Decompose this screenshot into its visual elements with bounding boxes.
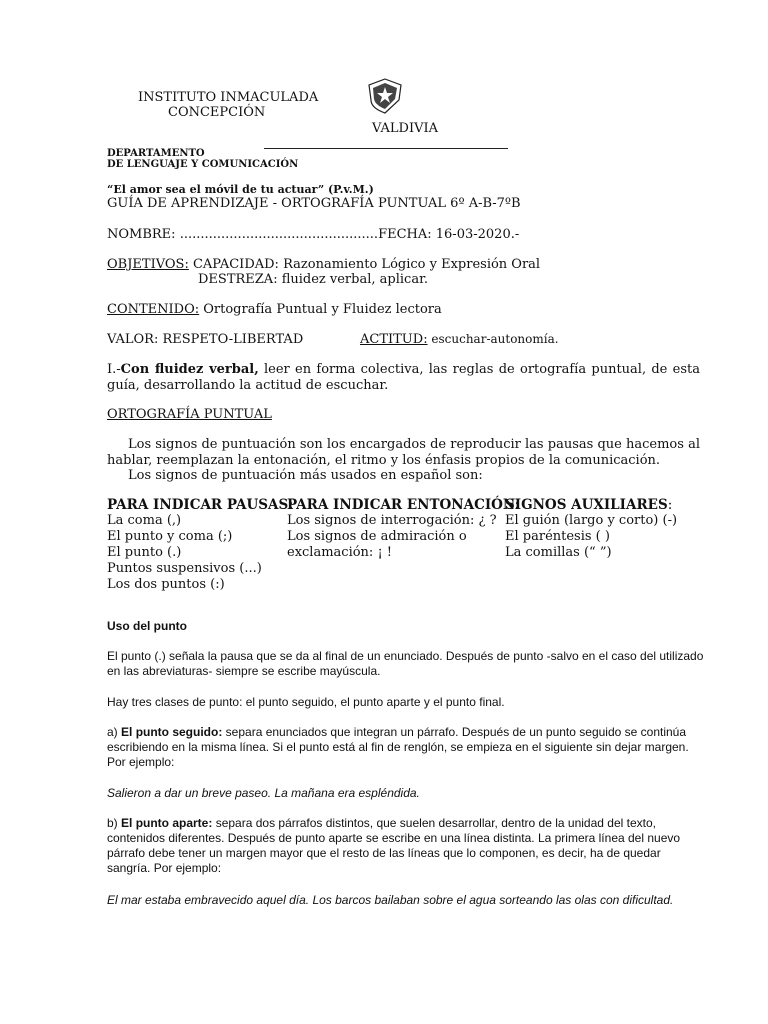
contenido-value: Ortografía Puntual y Fluidez lectora: [199, 302, 442, 317]
punto-aparte-text: separa dos párrafos distintos, que suelen desarrollar, dentro de la unidad del texto, contenidos diferentes. Después de punto aparte se escribe en una línea distinta. La primera línea del nuevo párrafo debe tener un margen mayor que el resto de las líneas que lo componen, es decir, ha de quedar sangría. Por ejemplo:: [107, 816, 681, 875]
department-line2: DE LENGUAJE Y COMUNICACIÓN: [107, 159, 299, 170]
list-item: El punto y coma (;): [107, 529, 233, 544]
list-item: Los signos de interrogación: ¿ ?: [287, 513, 497, 528]
punto-seguido-paragraph: [107, 725, 707, 770]
list-item: Puntos suspensivos (...): [107, 561, 262, 576]
actitud-line: [360, 332, 559, 348]
nombre-line: [107, 227, 519, 243]
contenido-label: CONTENIDO:: [107, 302, 200, 317]
auxiliares-header: [505, 497, 672, 513]
instruction-bold: Con fluidez verbal,: [120, 362, 259, 377]
nombre-label: NOMBRE:: [107, 227, 176, 242]
punto-aparte-prefix: b): [107, 816, 122, 830]
punto-aparte-term: El punto aparte:: [121, 816, 213, 830]
list-item: La comillas (“ ”): [505, 545, 612, 560]
intro-line2: Los signos de puntuación más usados en español son:: [128, 468, 483, 483]
punto-seguido-example: Salieron a dar un breve paseo. La mañana era espléndida.: [107, 786, 420, 800]
punto-aparte-example: El mar estaba embravecido aquel día. Los barcos bailaban sobre el agua sorteando las olas con dificultad.: [107, 893, 674, 907]
list-item: Los signos de admiración o: [287, 529, 467, 544]
entonacion-list: [287, 513, 497, 561]
list-item: El punto (.): [107, 545, 182, 560]
objetivos-line: [107, 257, 540, 273]
actitud-value: escuchar-autonomía.: [427, 332, 559, 346]
list-item: La coma (,): [107, 513, 182, 528]
fecha-label: FECHA: 16-03-2020.-: [378, 227, 520, 242]
auxiliares-header-text: SIGNOS AUXILIARES: [505, 497, 668, 513]
entonacion-header: PARA INDICAR ENTONACIÓN:: [287, 497, 520, 513]
actitud-label: ACTITUD:: [360, 332, 428, 347]
header-divider: [264, 148, 508, 149]
pausas-list: [107, 513, 262, 593]
destreza: DESTREZA: fluidez verbal, aplicar.: [198, 272, 428, 287]
guide-title: GUÍA DE APRENDIZAJE - ORTOGRAFÍA PUNTUAL 6º A-B-7ºB: [107, 196, 521, 211]
institute-name-line1: INSTITUTO INMACULADA: [138, 90, 319, 105]
list-item: El paréntesis ( ): [505, 529, 610, 544]
uso-punto-p1: El punto (.) señala la pausa que se da al final de un enunciado. Después de punto -salvo en el caso del utilizado en las abreviaturas- siempre se escribe mayúscula.: [107, 649, 704, 678]
instruction-paragraph: [107, 362, 700, 394]
auxiliares-header-colon: :: [667, 497, 673, 513]
punto-aparte-paragraph: [107, 816, 707, 876]
punto-seguido-prefix: a): [107, 725, 122, 739]
objetivos-label: OBJETIVOS:: [107, 257, 189, 272]
punto-seguido-text: separa enunciados que integran un párrafo. Después de un punto seguido se continúa escribiendo en la misma línea. Si el punto está al fin de renglón, se empieza en el siguiente sin dejar margen. Por ejemplo:: [107, 725, 689, 769]
objetivos-value: CAPACIDAD: Razonamiento Lógico y Expresión Oral: [188, 257, 541, 272]
school-crest-icon: [368, 78, 402, 114]
intro-paragraph: Los signos de puntuación son los encargados de reproducir las pausas que hacemos al hablar, reemplazan la entonación, el ritmo y los énfasis propios de la comunicación.: [107, 437, 700, 468]
list-item: El guión (largo y corto) (-): [505, 513, 678, 528]
pausas-header: PARA INDICAR PAUSAS:: [107, 497, 294, 513]
instruction-prefix: I.-: [107, 362, 121, 377]
valor: VALOR: RESPETO-LIBERTAD: [107, 332, 304, 347]
instruction-rest: leer en forma colectiva, las reglas de ortografía puntual, de esta guía, desarrollando la actitud de escuchar.: [107, 362, 700, 393]
uso-punto-p2: Hay tres clases de punto: el punto seguido, el punto aparte y el punto final.: [107, 695, 505, 709]
section-title: ORTOGRAFÍA PUNTUAL: [107, 407, 272, 422]
contenido-line: [107, 302, 442, 318]
institute-name-line2: CONCEPCIÓN: [168, 105, 266, 120]
list-item: exclamación: ¡ !: [287, 545, 393, 560]
list-item: Los dos puntos (:): [107, 577, 225, 592]
department-line1: DEPARTAMENTO: [107, 148, 205, 159]
uso-punto-title: Uso del punto: [107, 619, 187, 633]
city-name: VALDIVIA: [372, 121, 438, 136]
auxiliares-list: [505, 513, 677, 561]
motto: “El amor sea el móvil de tu actuar” (P.v.M.): [107, 183, 374, 196]
nombre-field[interactable]: ................................................: [179, 227, 379, 242]
punto-seguido-term: El punto seguido:: [121, 725, 223, 739]
